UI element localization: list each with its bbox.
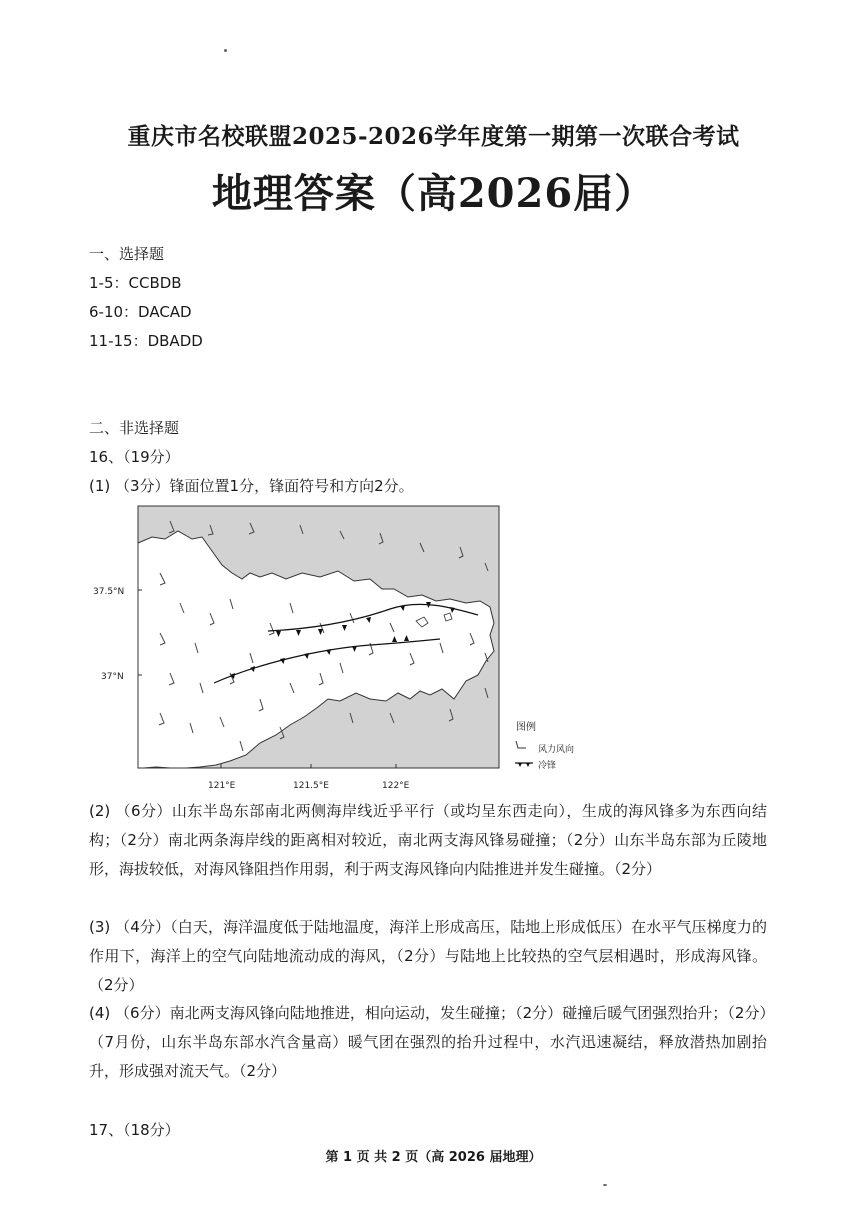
scan-speck	[224, 49, 227, 52]
question-16-part-3: (3) （4分）（白天，海洋温度低于陆地温度，海洋上形成高压，陆地上形成低压）在水平气压梯度力的作用下，海洋上的空气向陆地流动成的海风，（2分）与陆地上比较热的空气层相遇时，形成海风锋。（2分）	[89, 918, 767, 994]
scan-speck	[603, 1184, 607, 1186]
lat-label: 37.5°N	[93, 587, 125, 597]
question-17-heading: 17、（18分）	[89, 1121, 180, 1139]
page-footer: 第 1 页 共 2 页（高 2026 届地理）	[325, 1150, 542, 1165]
section-heading-choice: 一、选择题	[89, 245, 165, 263]
answer-line-1: 1-5：CCBDB	[89, 274, 182, 292]
legend-symbols	[514, 739, 534, 769]
question-16-heading: 16、（19分）	[89, 448, 180, 466]
question-16-part-1: (1) （3分）锋面位置1分，锋面符号和方向2分。	[89, 477, 414, 495]
lon-label: 121°E	[208, 781, 236, 791]
exam-subtitle: 重庆市名校联盟2025-2026学年度第一期第一次联合考试	[127, 123, 740, 150]
page-title: 地理答案（高2026届）	[211, 170, 656, 217]
lat-label: 37°N	[101, 672, 124, 682]
legend-title: 图例	[516, 722, 536, 733]
map-figure	[90, 503, 510, 798]
legend-front-label: 冷锋	[538, 761, 557, 771]
sea-breeze-front-map	[90, 503, 510, 798]
section-heading-nonchoice: 二、非选择题	[89, 419, 180, 437]
lon-label: 121.5°E	[293, 781, 329, 791]
legend-wind-label: 风力风向	[538, 745, 575, 755]
question-16-part-4: (4) （6分）南北两支海风锋向陆地推进，相向运动，发生碰撞；（2分）碰撞后暖气团强烈抬升；（2分）（7月份，山东半岛东部水汽含量高）暖气团在强烈的抬升过程中，水汽迅速凝结，释放潜热加剧抬升，形成强对流天气。（2分）	[89, 1004, 767, 1080]
answer-line-3: 11-15：DBADD	[89, 332, 203, 350]
question-16-part-2: (2) （6分）山东半岛东部南北两侧海岸线近乎平行（或均呈东西走向），生成的海风锋多为东西向结构；（2分）南北两条海岸线的距离相对较近，南北两支海风锋易碰撞；（2分）山东半岛东部为丘陵地形，海拔较低，对海风锋阻挡作用弱，利于两支海风锋向内陆推进并发生碰撞。（2分）	[89, 802, 767, 878]
answer-line-2: 6-10：DACAD	[89, 303, 192, 321]
lon-label: 122°E	[382, 781, 410, 791]
island	[444, 613, 452, 621]
wind-barb-icon	[516, 741, 526, 748]
